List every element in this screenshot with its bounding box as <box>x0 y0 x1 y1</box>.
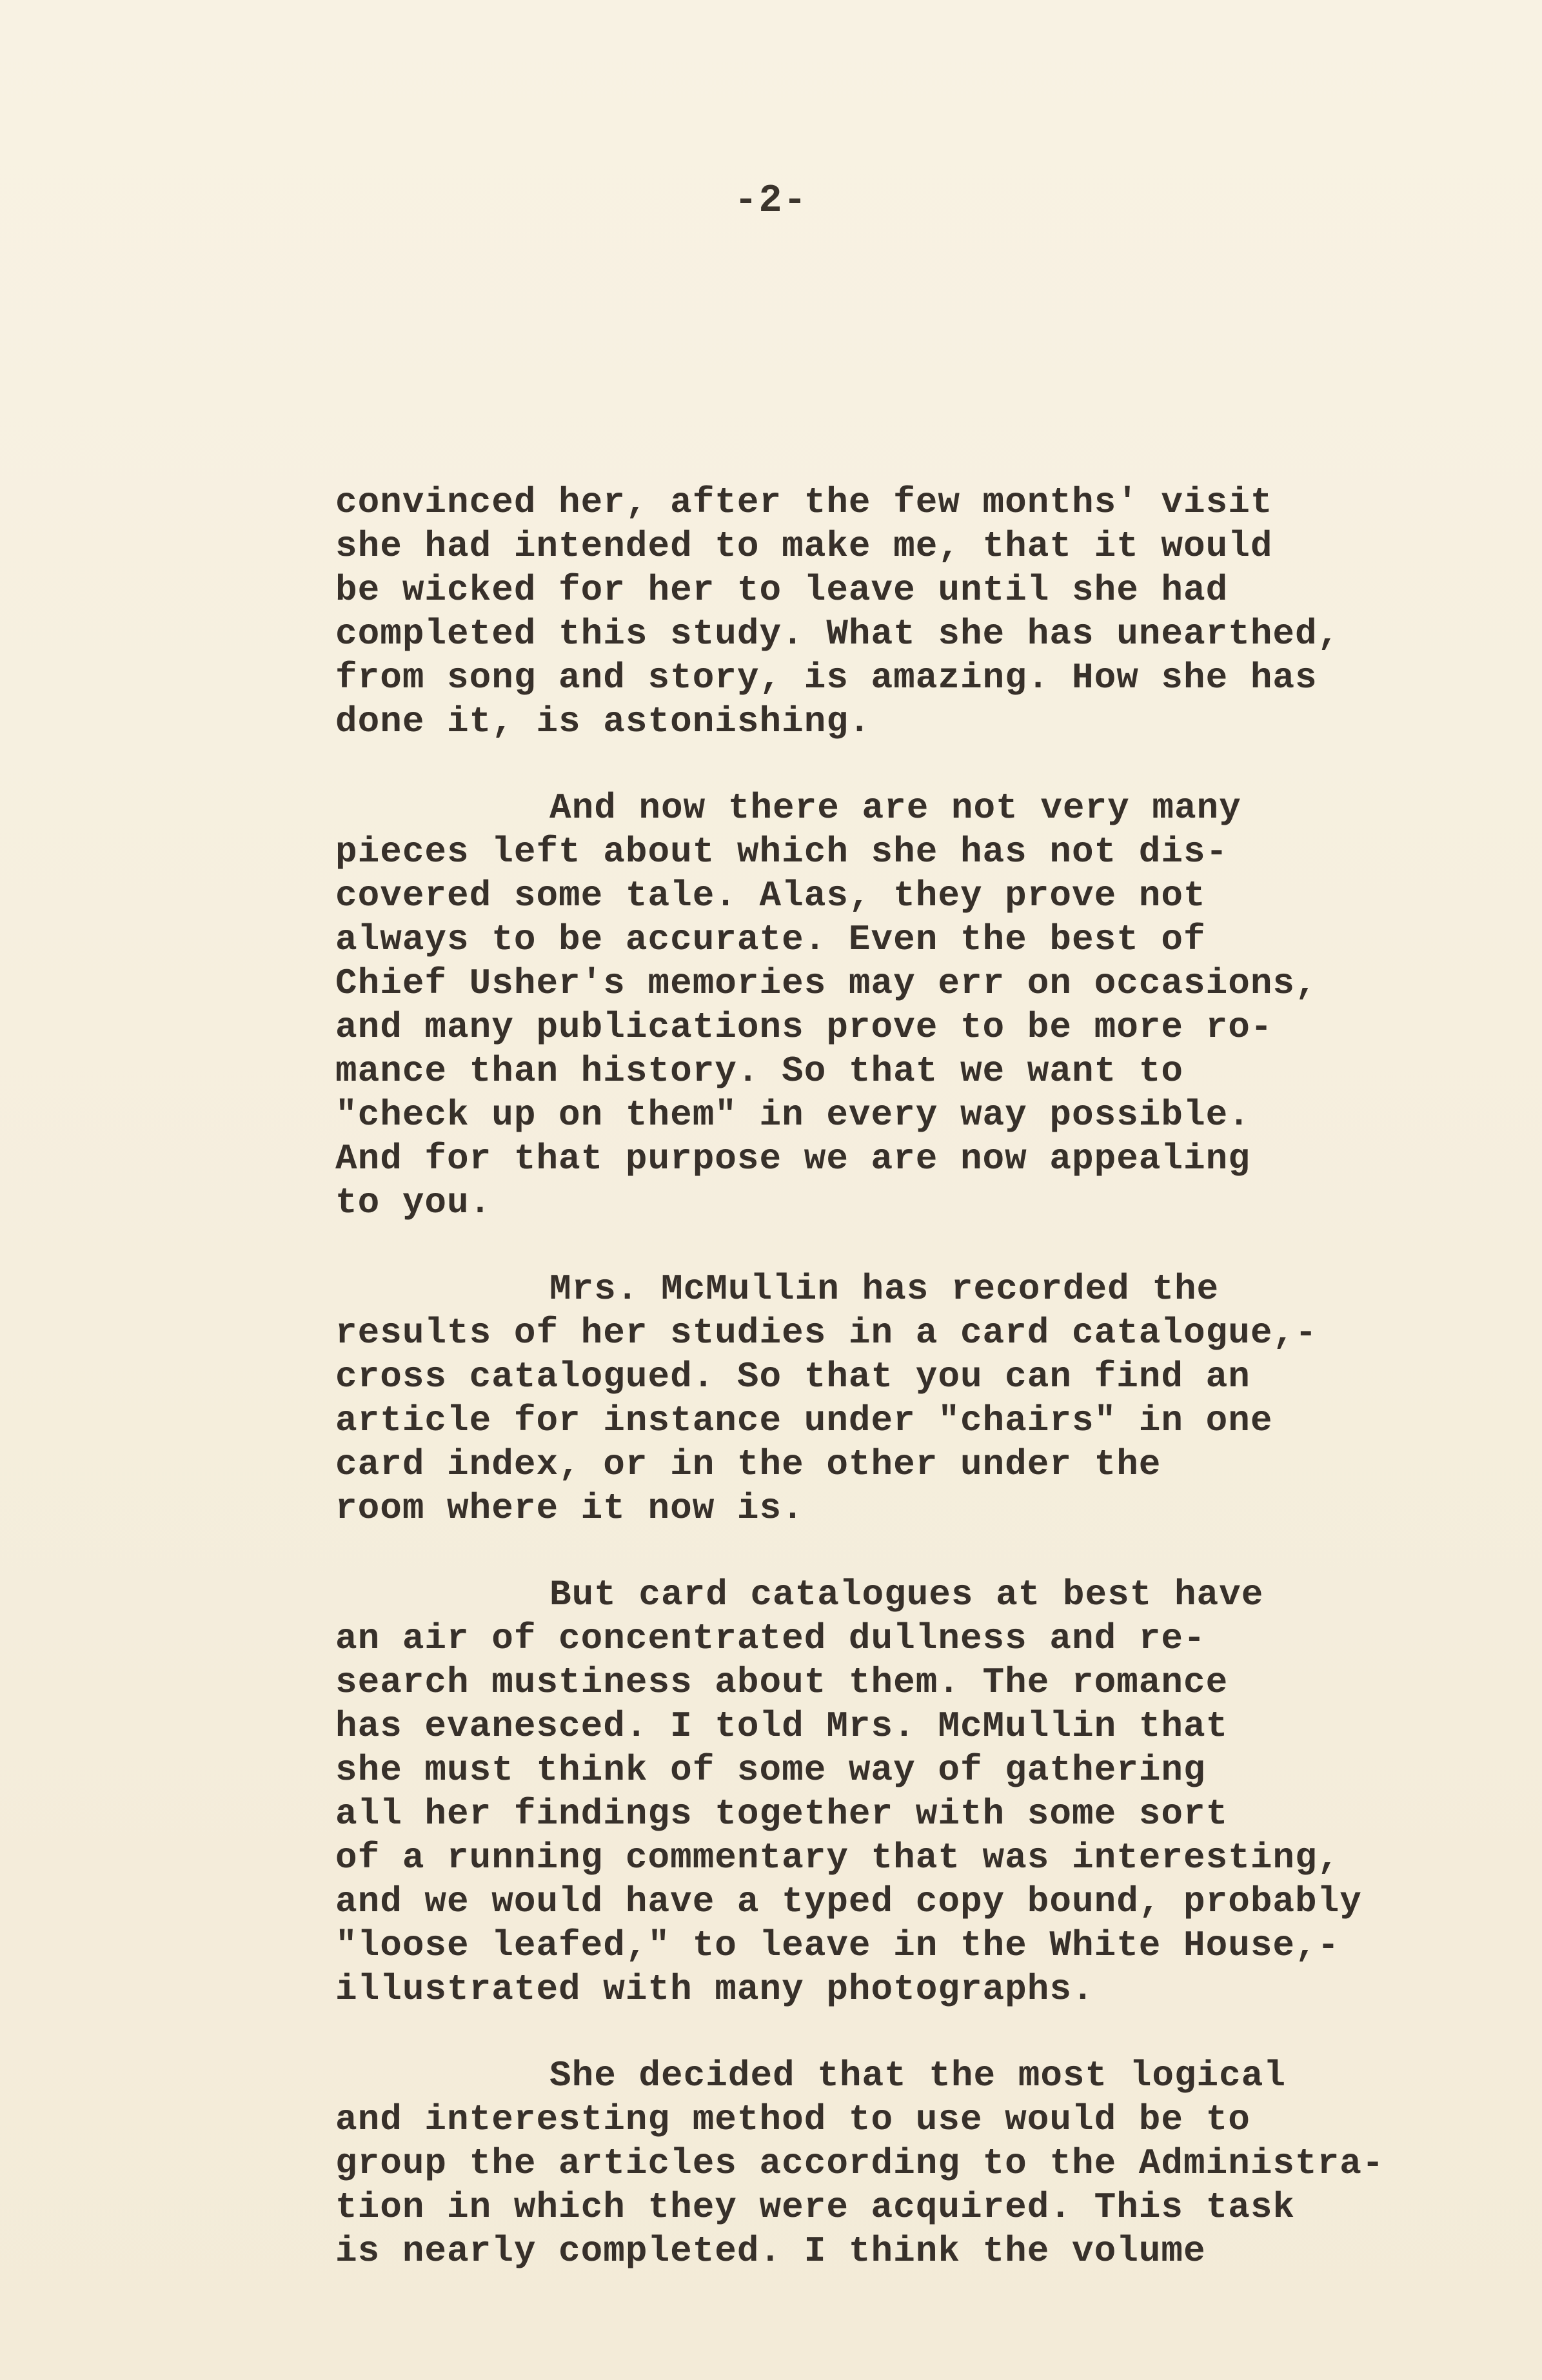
text-line: and interesting method to use would be to <box>335 2099 1250 2140</box>
text-line: done it, is astonishing. <box>335 701 871 742</box>
text-line: tion in which they were acquired. This task <box>335 2187 1296 2228</box>
text-line: from song and story, is amazing. How she has <box>335 657 1318 698</box>
text-line: she had intended to make me, that it would <box>335 526 1273 567</box>
text-line: pieces left about which she has not dis- <box>335 831 1229 872</box>
text-line: covered some tale. Alas, they prove not <box>335 875 1206 916</box>
text-line: illustrated with many photographs. <box>335 1969 1094 2010</box>
paragraph-1 <box>335 480 1432 743</box>
body-text <box>335 480 1432 2316</box>
text-line: of a running commentary that was interesting, <box>335 1837 1340 1878</box>
text-line: room where it now is. <box>335 1488 804 1529</box>
text-line: But card catalogues at best have <box>549 1574 1264 1615</box>
paragraph-4 <box>335 1573 1432 2011</box>
text-line: She decided that the most logical <box>549 2055 1286 2096</box>
text-line: cross catalogued. So that you can find an <box>335 1356 1250 1397</box>
text-line: is nearly completed. I think the volume <box>335 2230 1206 2272</box>
text-line: search mustiness about them. The romance <box>335 1662 1229 1703</box>
text-line: and many publications prove to be more ro- <box>335 1007 1273 1048</box>
text-line: And now there are not very many <box>549 787 1241 829</box>
text-line: completed this study. What she has unearthed, <box>335 613 1340 654</box>
text-line: card index, or in the other under the <box>335 1444 1161 1485</box>
page-number: -2- <box>734 179 808 223</box>
text-line: Chief Usher's memories may err on occasions, <box>335 963 1318 1004</box>
text-line: group the articles according to the Administra- <box>335 2143 1385 2184</box>
text-line: an air of concentrated dullness and re- <box>335 1618 1206 1659</box>
text-line: to you. <box>335 1182 492 1223</box>
paragraph-2 <box>335 786 1432 1224</box>
text-line: all her findings together with some sort <box>335 1793 1229 1834</box>
text-line: And for that purpose we are now appealing <box>335 1138 1250 1179</box>
text-line: has evanesced. I told Mrs. McMullin that <box>335 1706 1229 1747</box>
text-line: "check up on them" in every way possible. <box>335 1094 1250 1136</box>
text-line: and we would have a typed copy bound, probably <box>335 1881 1362 1922</box>
text-line: Mrs. McMullin has recorded the <box>549 1268 1220 1310</box>
paragraph-3 <box>335 1267 1432 1530</box>
text-line: she must think of some way of gathering <box>335 1749 1206 1791</box>
text-line: be wicked for her to leave until she had <box>335 569 1229 611</box>
text-line: mance than history. So that we want to <box>335 1050 1184 1092</box>
text-line: article for instance under "chairs" in one <box>335 1400 1273 1441</box>
text-line: convinced her, after the few months' visit <box>335 482 1273 523</box>
paragraph-5 <box>335 2054 1432 2273</box>
text-line: results of her studies in a card catalogue,- <box>335 1312 1318 1353</box>
text-line: always to be accurate. Even the best of <box>335 919 1206 960</box>
text-line: "loose leafed," to leave in the White House,- <box>335 1925 1340 1966</box>
